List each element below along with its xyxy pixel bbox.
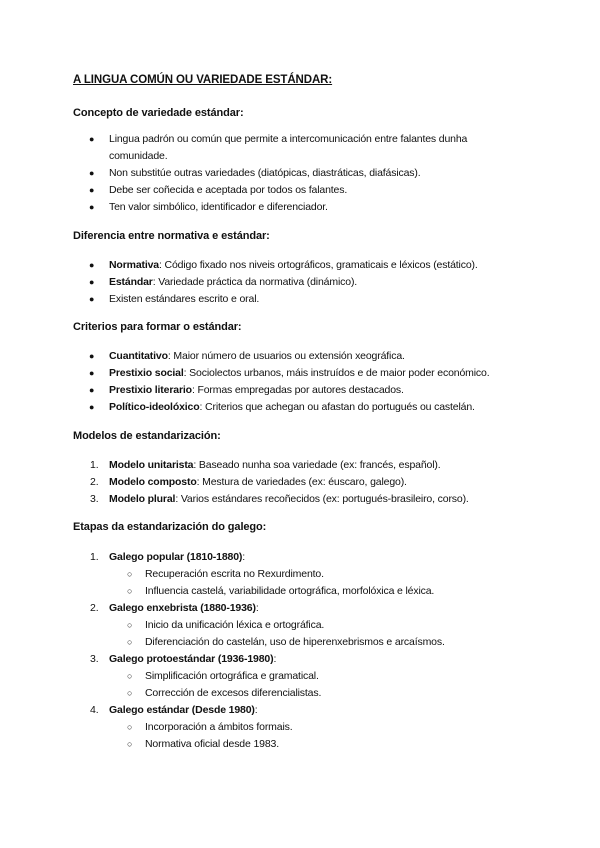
item-term: Galego protoestándar (1936-1980) [109, 653, 274, 665]
list-item [0, 491, 600, 508]
item-text: Existen estándares escrito e oral. [109, 293, 260, 305]
item-text: : [273, 653, 277, 665]
bullet-icon: ● [89, 202, 95, 212]
bullet-icon: ● [89, 368, 95, 378]
bullet-icon: ● [89, 351, 95, 361]
item-text: : [254, 704, 258, 716]
sub-item-text: Influencia castelá, variabilidade ortográfica, morfolóxica e léxica. [145, 585, 435, 597]
item-text: : Código fixado nos niveis ortográficos, gramaticais e léxicos (estático). [159, 259, 478, 271]
bullet-icon: ● [89, 402, 95, 412]
sub-list-item [0, 736, 600, 753]
sub-list-item [0, 634, 600, 651]
item-text: : Mestura de variedades (ex: éuscaro, galego). [196, 476, 407, 488]
list-item [0, 651, 600, 668]
list-item [0, 702, 600, 719]
bullet-icon: ● [89, 185, 95, 195]
circle-bullet-icon: ○ [127, 620, 133, 630]
list-item [0, 257, 600, 274]
sub-list-item [0, 583, 600, 600]
item-term: Cuantitativo [109, 350, 168, 362]
item-term: Estándar [109, 276, 153, 288]
sub-list-item [0, 566, 600, 583]
list-item [0, 165, 600, 182]
document-title: A LINGUA COMÚN OU VARIEDADE ESTÁNDAR: [73, 74, 333, 86]
item-text: Debe ser coñecida e aceptada por todos os falantes. [109, 184, 348, 196]
circle-bullet-icon: ○ [127, 722, 133, 732]
list-item [0, 348, 600, 365]
circle-bullet-icon: ○ [127, 671, 133, 681]
list-criterios [0, 348, 600, 416]
list-item [0, 182, 600, 199]
heading-etapas: Etapas da estandarización do galego: [73, 521, 267, 533]
bullet-icon: ● [89, 134, 95, 144]
item-number: 4. [90, 704, 99, 716]
list-item [0, 474, 600, 491]
sub-item-text: Recuperación escrita no Rexurdimento. [145, 568, 324, 580]
item-text: Non substitúe outras variedades (diatópicas, diastráticas, diafásicas). [109, 167, 421, 179]
list-modelos [0, 457, 600, 508]
list-item [0, 399, 600, 416]
list-item [0, 457, 600, 474]
item-text: Lingua padrón ou común que permite a intercomunicación entre falantes dunha [109, 133, 468, 145]
item-term: Galego estándar (Desde 1980) [109, 704, 255, 716]
item-term: Prestixio literario [109, 384, 192, 396]
sub-item-text: Simplificación ortográfica e gramatical. [145, 670, 319, 682]
item-number: 3. [90, 653, 99, 665]
list-item [0, 365, 600, 382]
circle-bullet-icon: ○ [127, 637, 133, 647]
list-item [0, 600, 600, 617]
item-term: Normativa [109, 259, 160, 271]
bullet-icon: ● [89, 277, 95, 287]
item-number: 2. [90, 476, 99, 488]
item-text: Ten valor simbólico, identificador e diferenciador. [109, 201, 328, 213]
item-number: 3. [90, 493, 99, 505]
item-term: Político-ideolóxico [109, 401, 200, 413]
item-text: : Sociolectos urbanos, máis instruídos e de maior poder económico. [183, 367, 490, 379]
heading-modelos: Modelos de estandarización: [73, 430, 221, 442]
item-text: : Criterios que achegan ou afastan do portugués ou castelán. [199, 401, 475, 413]
sub-item-text: Incorporación a ámbitos formais. [145, 721, 293, 733]
list-item [0, 274, 600, 291]
bullet-icon: ● [89, 294, 95, 304]
item-term: Modelo plural [109, 493, 176, 505]
circle-bullet-icon: ○ [127, 586, 133, 596]
item-text: : [242, 551, 246, 563]
item-text: : Varios estándares recoñecidos (ex: portugués-brasileiro, corso). [175, 493, 469, 505]
item-term: Modelo composto [109, 476, 197, 488]
circle-bullet-icon: ○ [127, 739, 133, 749]
sub-item-text: Inicio da unificación léxica e ortográfica. [145, 619, 325, 631]
item-text-continued: comunidade. [109, 150, 168, 162]
item-term: Prestixio social [109, 367, 184, 379]
list-etapas [0, 549, 600, 753]
item-text: : Variedade práctica da normativa (dinámico). [152, 276, 358, 288]
sub-list-item [0, 685, 600, 702]
item-term: Modelo unitarista [109, 459, 194, 471]
list-item [0, 199, 600, 216]
item-text: : Baseado nunha soa variedade (ex: francés, español). [193, 459, 441, 471]
heading-diferencia: Diferencia entre normativa e estándar: [73, 230, 270, 242]
circle-bullet-icon: ○ [127, 569, 133, 579]
bullet-icon: ● [89, 385, 95, 395]
item-number: 2. [90, 602, 99, 614]
bullet-icon: ● [89, 168, 95, 178]
item-text: : Maior número de usuarios ou extensión xeográfica. [167, 350, 405, 362]
list-diferencia [0, 257, 600, 308]
sub-item-text: Normativa oficial desde 1983. [145, 738, 279, 750]
sub-list-item [0, 617, 600, 634]
item-number: 1. [90, 551, 99, 563]
heading-concepto: Concepto de variedade estándar: [73, 107, 244, 119]
sub-list-item [0, 719, 600, 736]
heading-criterios: Criterios para formar o estándar: [73, 321, 242, 333]
item-number: 1. [90, 459, 99, 471]
list-item [0, 382, 600, 399]
list-concepto [0, 131, 600, 216]
list-item [0, 291, 600, 308]
circle-bullet-icon: ○ [127, 688, 133, 698]
sub-list-item [0, 668, 600, 685]
item-term: Galego enxebrista (1880-1936) [109, 602, 256, 614]
sub-item-text: Corrección de excesos diferencialistas. [145, 687, 322, 699]
item-text: : [255, 602, 259, 614]
bullet-icon: ● [89, 260, 95, 270]
item-term: Galego popular (1810-1880) [109, 551, 243, 563]
list-item [0, 549, 600, 566]
item-text: : Formas empregadas por autores destacados. [191, 384, 404, 396]
sub-item-text: Diferenciación do castelán, uso de hiperenxebrismos e arcaísmos. [145, 636, 445, 648]
list-item [0, 131, 600, 165]
